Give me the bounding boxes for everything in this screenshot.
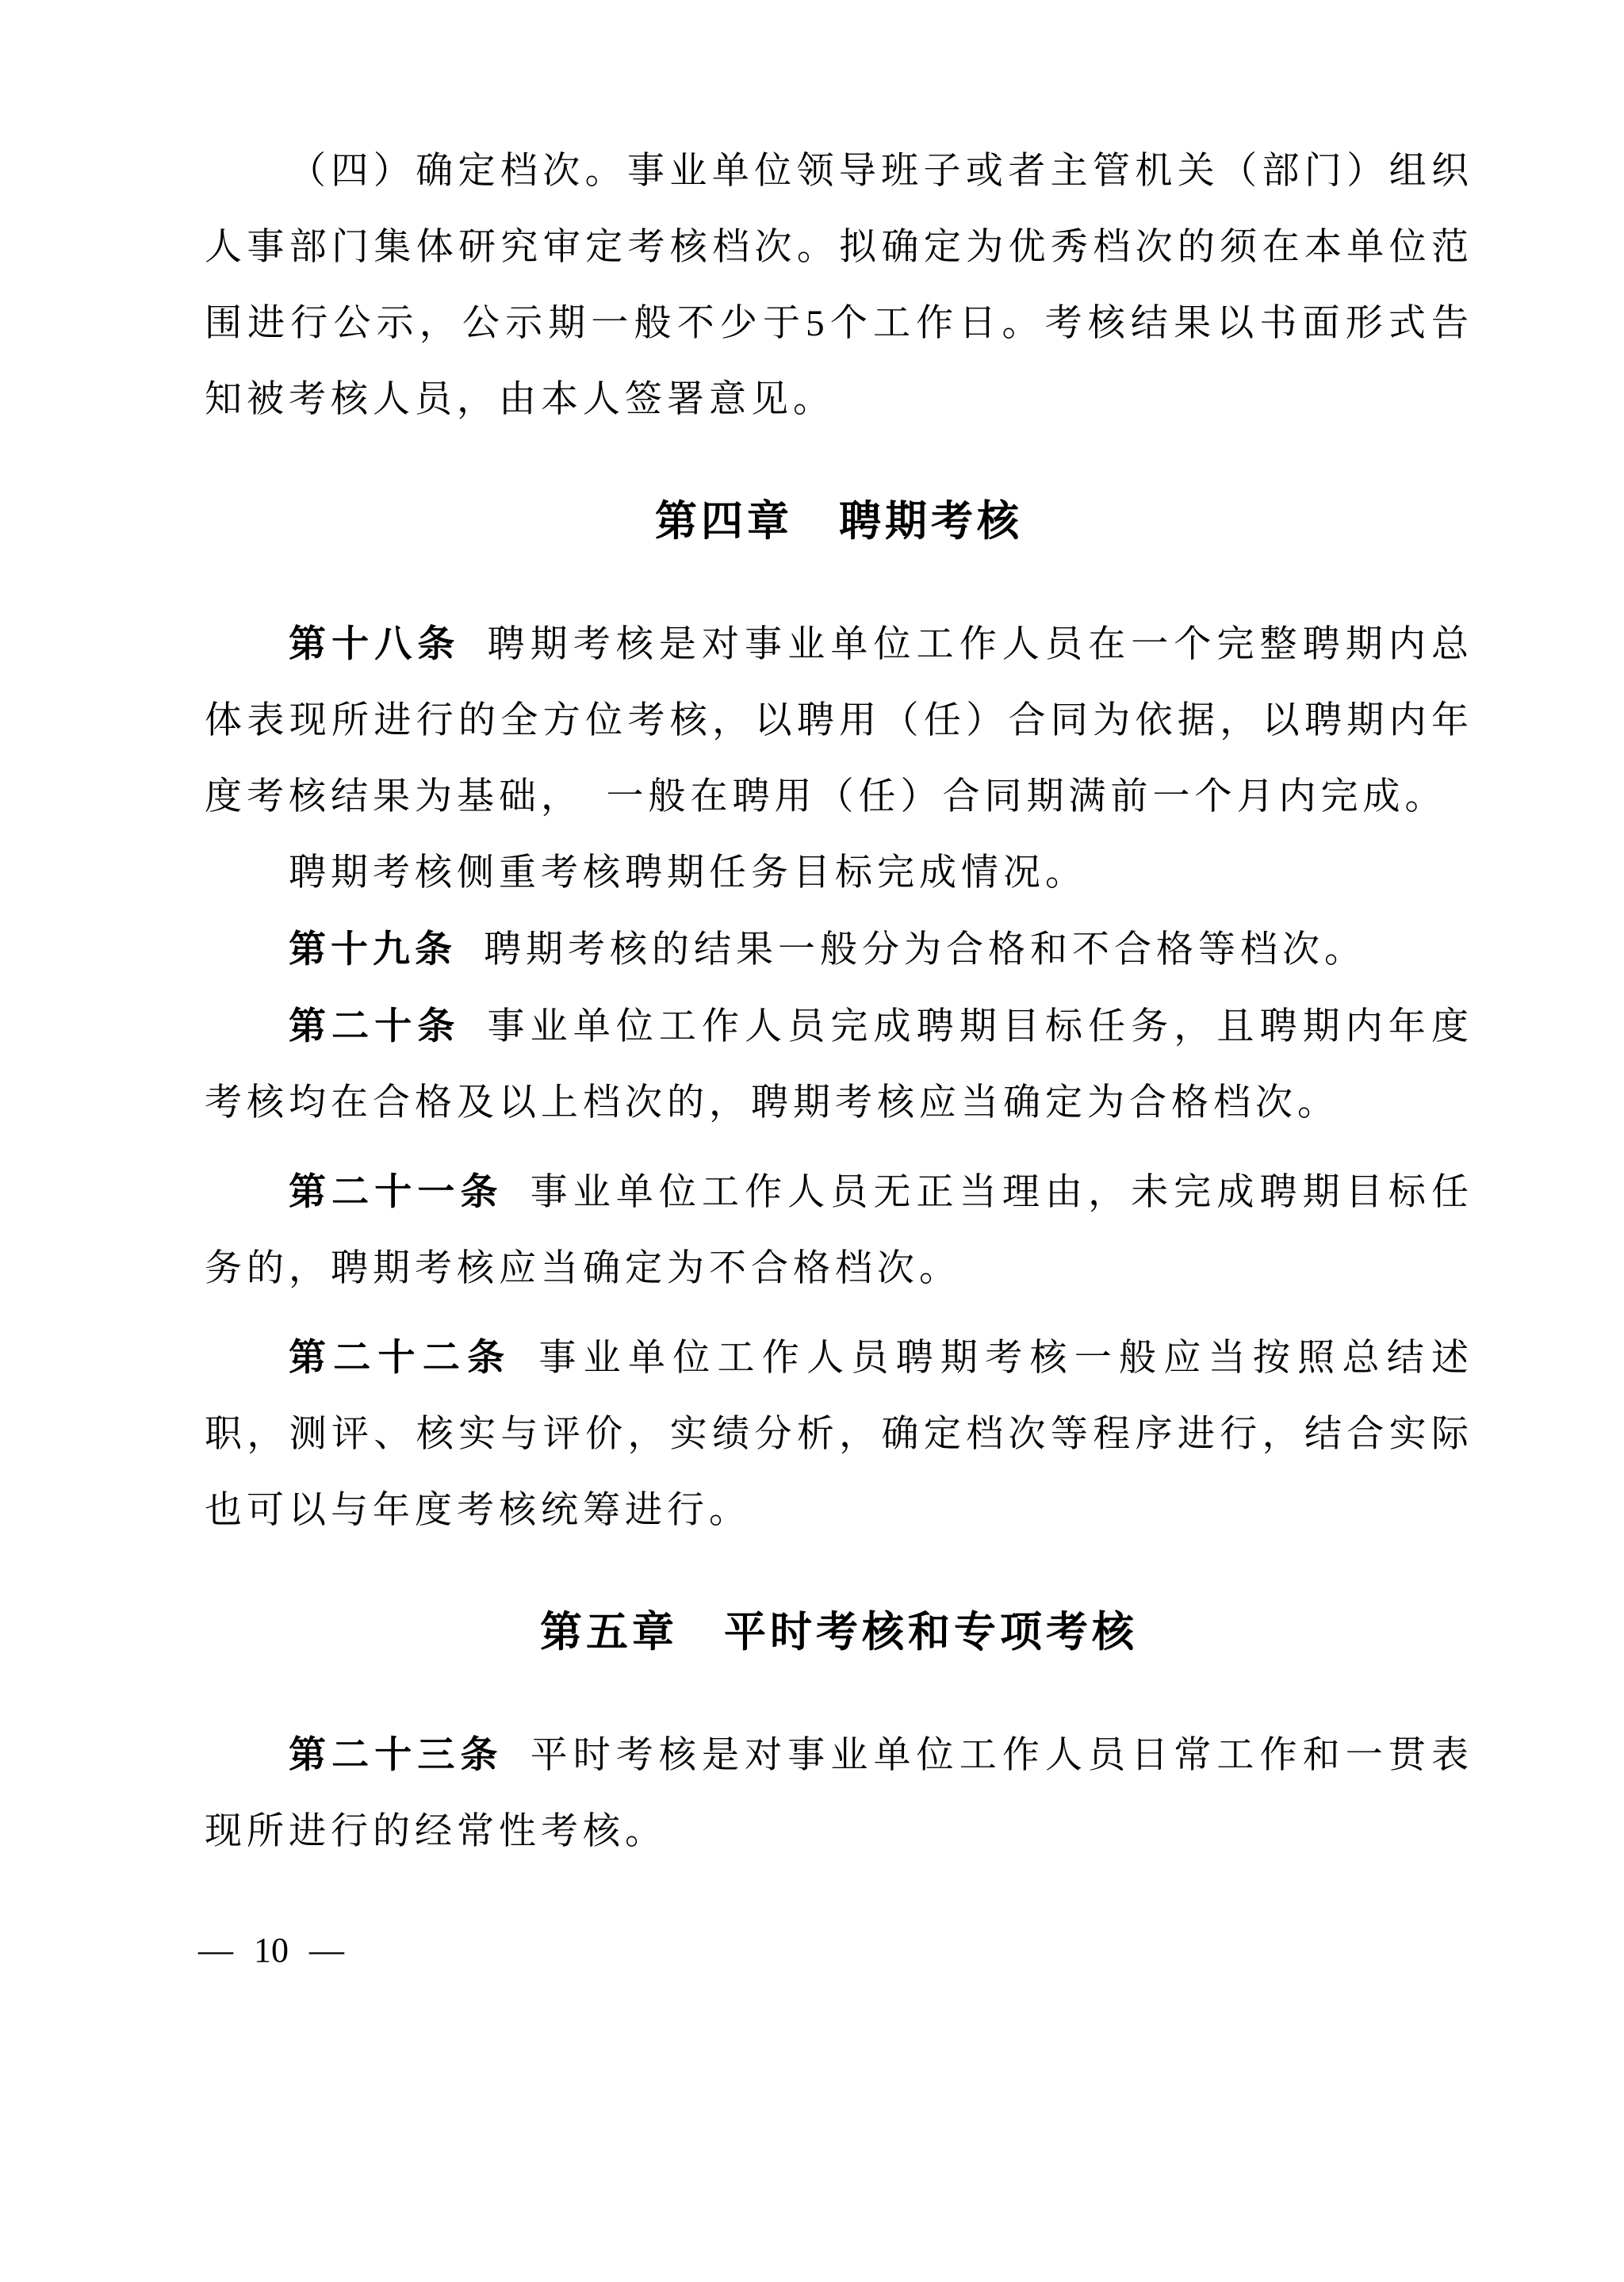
paragraph-appointment-emphasis: 聘期考核侧重考核聘期任务目标完成情况。 (289, 852, 1087, 894)
article-23-number: 第二十三条 (289, 1733, 504, 1775)
chapter-4-heading: 第四章 聘期考核 (655, 498, 1023, 545)
article-21 (205, 1154, 1473, 1307)
article-18 (205, 606, 1473, 835)
article-21-number: 第二十一条 (289, 1170, 504, 1212)
article-22 (205, 1319, 1473, 1549)
article-22-text: 事业单位工作人员聘期考核一般应当按照总结述职，测评、核实与评价，实绩分析，确定档次等程序进行，结合实际也可以与年度考核统筹进行。 (205, 1338, 1474, 1531)
article-19 (205, 911, 1473, 988)
article-23-text: 平时考核是对事业单位工作人员日常工作和一贯表现所进行的经常性考核。 (205, 1735, 1473, 1852)
article-23 (205, 1717, 1473, 1870)
article-18-number: 第十八条 (289, 622, 461, 664)
article-21-text: 事业单位工作人员无正当理由，未完成聘期目标任务的，聘期考核应当确定为不合格档次。 (205, 1172, 1473, 1289)
chapter-5-heading: 第五章 平时考核和专项考核 (540, 1609, 1138, 1656)
page-number (198, 1927, 344, 1974)
paragraph-determine-grade: （四）确定档次。事业单位领导班子或者主管机关（部门）组织人事部门集体研究审定考核档次。拟确定为优秀档次的须在本单位范围进行公示，公示期一般不少于5个工作日。考核结果以书面形式告知被考核人员，由本人签署意见。 (205, 151, 1473, 420)
article-22-number: 第二十二条 (289, 1336, 512, 1378)
article-20 (205, 988, 1473, 1141)
article-18-text: 聘期考核是对事业单位工作人员在一个完整聘期内总体表现所进行的全方位考核，以聘用（任）合同为依据，以聘期内年度考核结果为基础， 一般在聘用（任）合同期满前一个月内完成。 (205, 624, 1474, 817)
page-number-value: 10 (254, 1931, 289, 1970)
page-number-right-dash: — (309, 1931, 344, 1970)
article-20-number: 第二十条 (289, 1005, 461, 1047)
article-19-number: 第十九条 (289, 928, 457, 970)
page-number-left-dash: — (198, 1931, 233, 1970)
article-19-text: 聘期考核的结果一般分为合格和不合格等档次。 (484, 929, 1366, 971)
article-20-text: 事业单位工作人员完成聘期目标任务，且聘期内年度考核均在合格及以上档次的，聘期考核应当确定为合格档次。 (205, 1006, 1474, 1124)
